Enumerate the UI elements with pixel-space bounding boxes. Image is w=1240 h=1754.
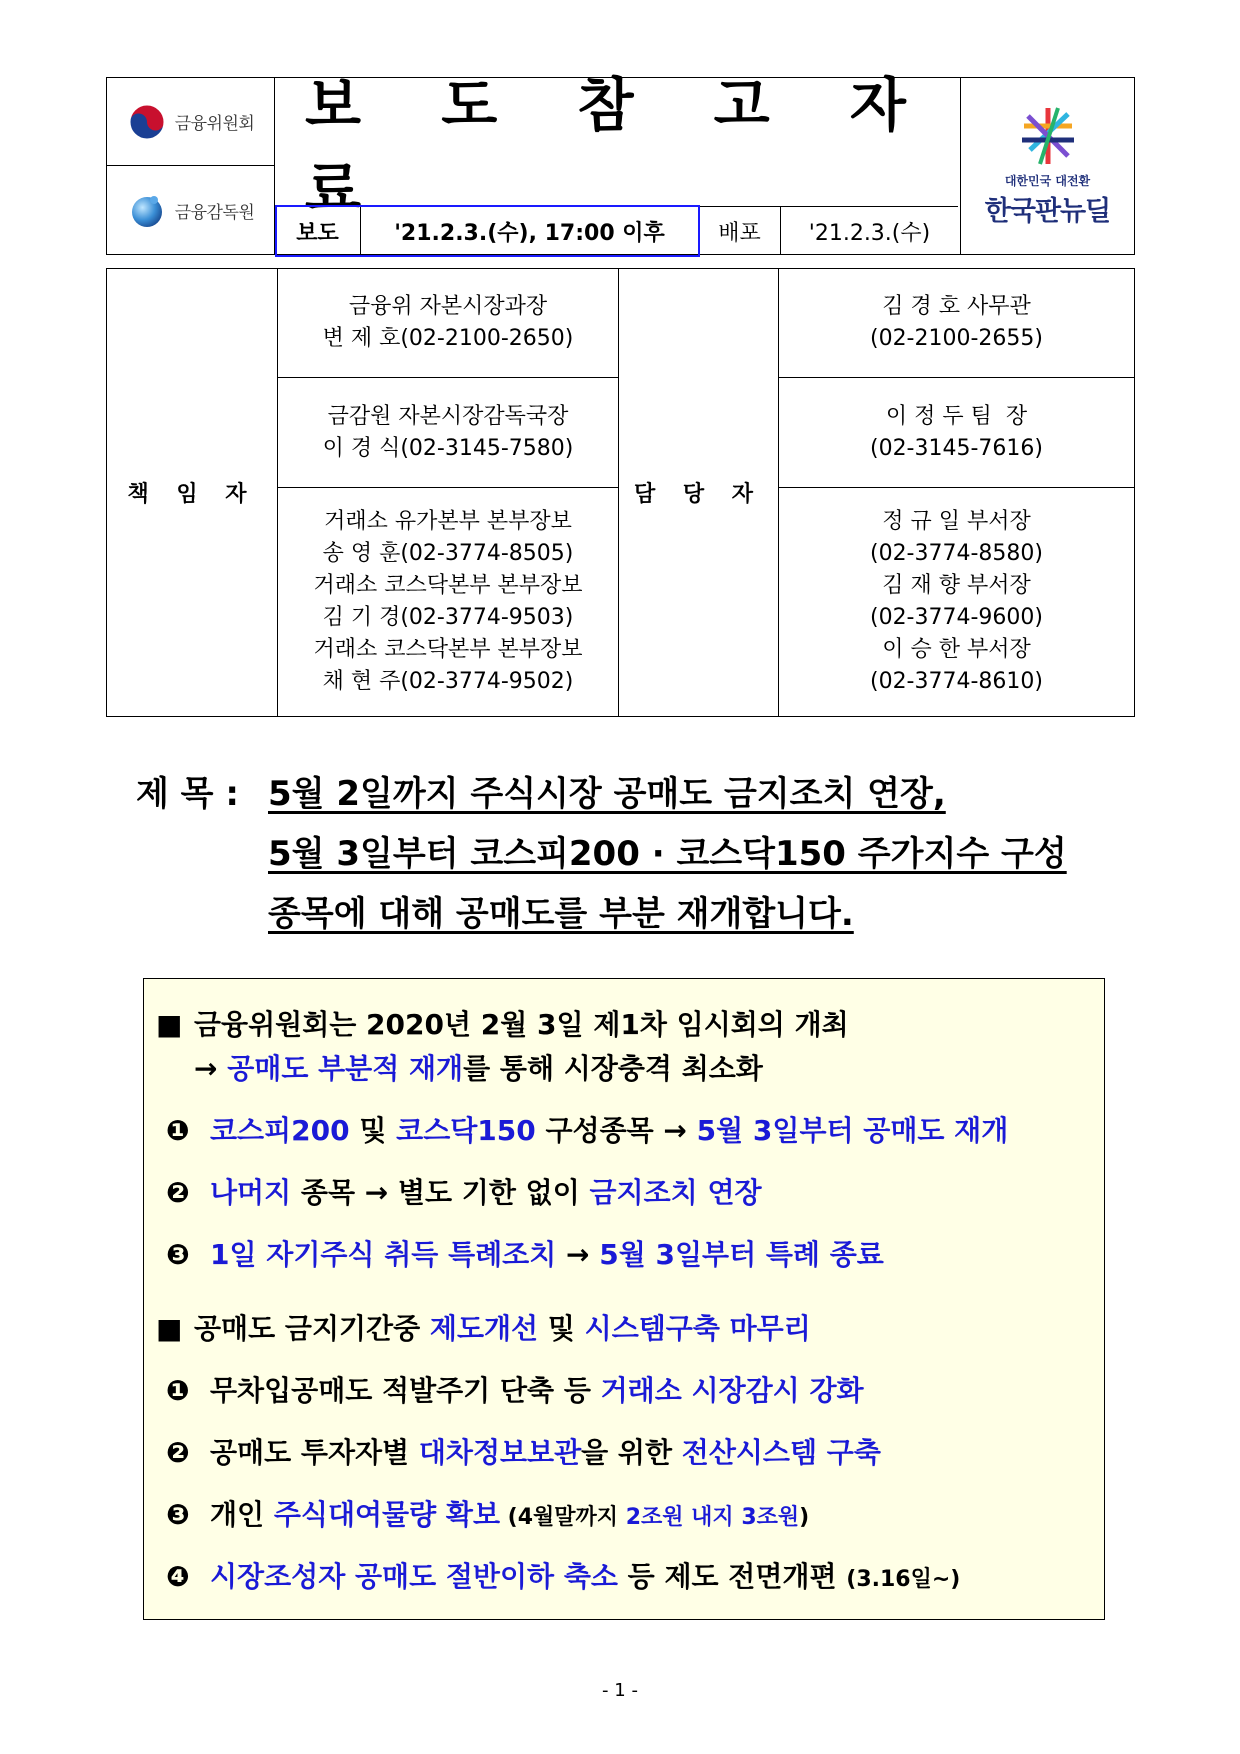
- section-1-text: 금융위원회는 2020년 2월 3일 제1차 임시회의 개최: [194, 1008, 849, 1041]
- item-text: 시스템구축 마무리: [584, 1312, 811, 1345]
- number-icon: ❸: [166, 1238, 190, 1271]
- contact-line: (02-2100-2655): [869, 326, 1043, 351]
- contact-line: (02-3774-8610): [869, 669, 1043, 694]
- newdeal-star-icon: [1018, 104, 1078, 168]
- item-text: 시장조성자 공매도 절반이하 축소: [210, 1560, 618, 1593]
- fss-logo-text: 금융감독원: [174, 202, 255, 223]
- subject-line-2: [136, 824, 1067, 884]
- page-number: - 1 -: [602, 1680, 638, 1701]
- contact-line: 변 제 호(02-2100-2650): [322, 326, 574, 351]
- subject-line-3: [136, 884, 1067, 944]
- item-text: 2조원 내지 3조원: [625, 1505, 800, 1530]
- item-text: 코스닥150: [396, 1114, 536, 1147]
- release-row: [275, 206, 958, 255]
- fsc-logo-text: 금융위원회: [174, 114, 255, 134]
- item-text: 구성종목 →: [535, 1114, 697, 1147]
- item-text: ): [799, 1505, 810, 1530]
- contact-line: 거래소 코스닥본부 본부장보: [313, 573, 583, 598]
- contact-line: 정 규 일 부서장: [882, 509, 1031, 534]
- number-icon: ❸: [166, 1498, 190, 1531]
- item-text: 등 제도 전면개편: [617, 1560, 847, 1593]
- fss-logo: [107, 166, 274, 254]
- item-text: 개인: [210, 1498, 274, 1531]
- list-item: [166, 1555, 960, 1595]
- item-text: 5월 3일부터 공매도 재개: [696, 1114, 1009, 1147]
- staff-cell: [779, 269, 1134, 378]
- item-text: 제도개선: [429, 1312, 539, 1345]
- subject-text-1: 5월 2일까지 주식시장 공매도 금지조치 연장,: [268, 774, 946, 814]
- contact-line: 금감원 자본시장감독국장: [327, 403, 569, 429]
- staff-column: [779, 269, 1134, 716]
- item-text: 공매도 금지기간중: [194, 1312, 430, 1345]
- item-text: 공매도 투자자별: [210, 1436, 419, 1469]
- staff-cell: [779, 488, 1134, 716]
- item-text: 및: [538, 1312, 585, 1345]
- section-1-heading: [156, 1003, 849, 1043]
- subject-text-3: 종목에 대해 공매도를 부분 재개합니다.: [268, 894, 854, 934]
- logo-column: [107, 78, 275, 254]
- item-text: 5월 3일부터 특례 종료: [599, 1238, 884, 1271]
- contact-line: (02-3774-8580): [869, 541, 1043, 566]
- number-icon: ❶: [166, 1374, 190, 1407]
- item-text: 을 위한: [581, 1436, 682, 1469]
- list-item: [166, 1109, 1008, 1149]
- page-title: 보 도 참 고 자 료: [305, 71, 936, 223]
- newdeal-tagline: 대한민국 대전환: [1004, 174, 1091, 188]
- square-bullet-icon: ■: [156, 1312, 183, 1345]
- item-text: →: [556, 1238, 600, 1271]
- list-item: [166, 1431, 881, 1471]
- responsible-cell: [278, 269, 618, 378]
- responsible-column: [278, 269, 619, 716]
- newdeal-logo: [960, 78, 1134, 254]
- fsc-logo: [107, 78, 274, 166]
- taegeuk-icon: [127, 102, 167, 142]
- number-icon: ❷: [166, 1176, 190, 1209]
- subject-label: 제 목 :: [136, 774, 239, 814]
- contact-line: (02-3774-9600): [869, 605, 1043, 630]
- section-1-rest: 를 통해 시장충격 최소화: [463, 1052, 763, 1085]
- section-2-heading: [156, 1307, 811, 1347]
- item-text: 금지조치 연장: [589, 1176, 762, 1209]
- contact-line: 김 경 호 사무관: [882, 294, 1031, 319]
- item-text: 무차입공매도 적발주기 단축 등: [210, 1374, 601, 1407]
- contact-line: 이 경 식(02-3145-7580): [322, 435, 574, 461]
- number-icon: ❹: [166, 1560, 190, 1593]
- list-item: [166, 1171, 762, 1211]
- contact-line: 채 현 주(02-3774-9502): [322, 669, 574, 694]
- section-1-subline: [194, 1047, 763, 1087]
- contact-line: (02-3145-7616): [869, 435, 1043, 461]
- responsible-label: 책 임 자: [107, 269, 278, 716]
- item-text: 주식대여물량 확보: [273, 1498, 500, 1531]
- distribution-label: 배포: [699, 207, 781, 255]
- fss-globe-icon: [127, 190, 167, 230]
- item-text: 대차정보보관: [418, 1436, 582, 1469]
- number-icon: ❶: [166, 1114, 190, 1147]
- item-text: (4월말까지: [500, 1505, 626, 1530]
- item-text: 전산시스템 구축: [681, 1436, 881, 1469]
- item-text: 나머지: [210, 1176, 292, 1209]
- contact-line: 거래소 유가본부 본부장보: [324, 509, 572, 534]
- release-value: '21.2.3.(수), 17:00 이후: [361, 207, 699, 255]
- header-table: [106, 71, 1135, 255]
- contact-line: 송 영 훈(02-3774-8505): [322, 541, 574, 566]
- release-label: 보도: [275, 207, 361, 255]
- item-text: 코스피200: [210, 1114, 350, 1147]
- item-text: 종목 → 별도 기한 없이: [291, 1176, 590, 1209]
- item-text: 1일 자기주식 취득 특례조치: [210, 1238, 557, 1271]
- item-text: (3.16일~): [846, 1567, 961, 1592]
- list-item: [166, 1233, 884, 1273]
- contact-line: 이 승 한 부서장: [882, 637, 1031, 662]
- subject-line-1: [136, 764, 1067, 824]
- square-bullet-icon: ■: [156, 1008, 183, 1041]
- contact-line: 금융위 자본시장과장: [348, 294, 548, 319]
- subject-text-2: 5월 3일부터 코스피200 · 코스닥150 주가지수 구성: [268, 834, 1067, 874]
- subject-block: [136, 764, 1067, 944]
- list-item: [166, 1369, 864, 1409]
- contact-line: 김 기 경(02-3774-9503): [322, 605, 574, 630]
- arrow-icon: →: [194, 1052, 218, 1085]
- item-text: 및: [349, 1114, 397, 1147]
- staff-label: 담 당 자: [619, 269, 779, 716]
- contact-line: 김 재 향 부서장: [882, 573, 1031, 598]
- summary-box: [143, 978, 1105, 1620]
- highlight-text: 공매도 부분적 재개: [227, 1052, 464, 1085]
- contact-table: [106, 268, 1135, 717]
- responsible-cell: [278, 488, 618, 716]
- contact-line: 이 정 두 팀 장: [885, 403, 1028, 429]
- staff-cell: [779, 378, 1134, 488]
- item-text: 거래소 시장감시 강화: [600, 1374, 864, 1407]
- responsible-cell: [278, 378, 618, 488]
- contact-line: 거래소 코스닥본부 본부장보: [313, 637, 583, 662]
- number-icon: ❷: [166, 1436, 190, 1469]
- list-item: [166, 1493, 809, 1533]
- distribution-value: '21.2.3.(수): [808, 220, 931, 246]
- newdeal-title: 한국판뉴딜: [984, 196, 1111, 227]
